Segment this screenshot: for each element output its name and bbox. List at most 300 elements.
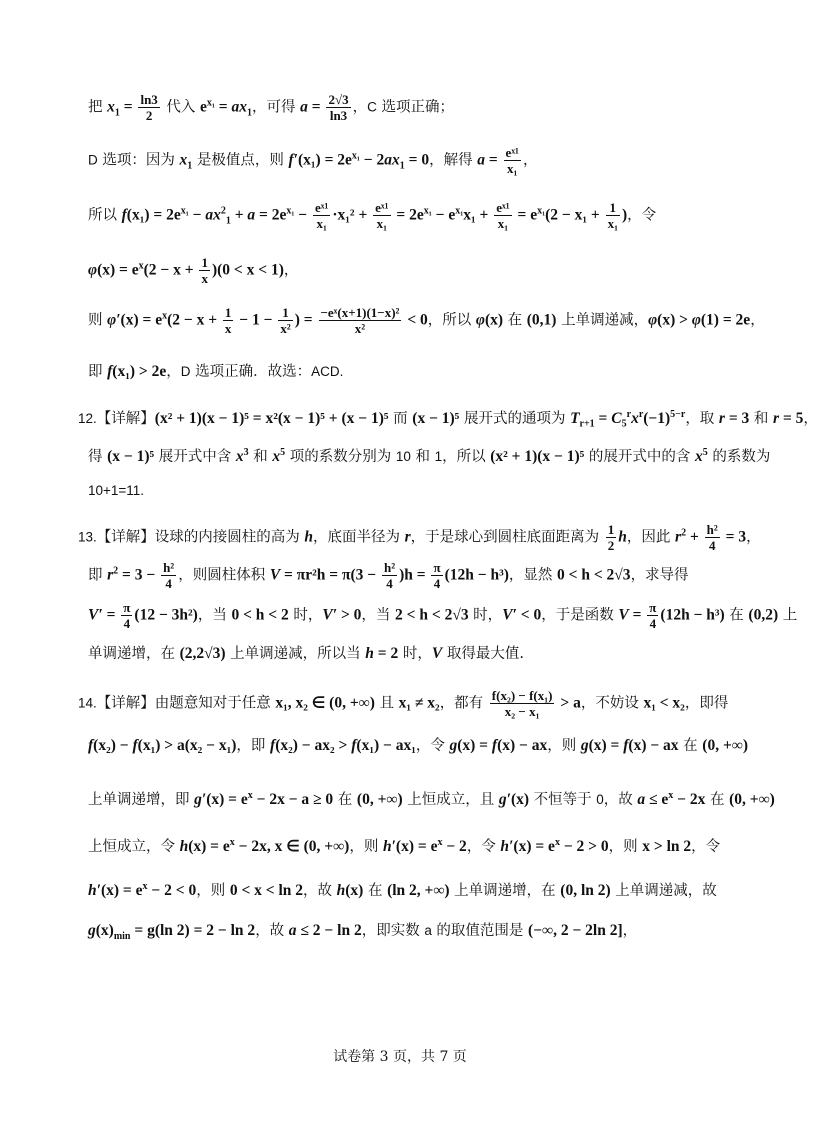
text-run: 在 [724, 607, 749, 624]
text-run: ，不妨设 [580, 695, 644, 712]
math-superscript: 2 [220, 205, 226, 217]
math-variable: h [336, 881, 346, 899]
math-expression: (0, +∞) [729, 790, 775, 808]
text-run: ， [750, 312, 765, 329]
text-run: ，取 [685, 410, 719, 427]
solution-line [88, 560, 738, 591]
math-variable: a [637, 790, 646, 808]
math-expression: (0, +∞) [356, 790, 403, 808]
math-expression: = 3 − [118, 566, 160, 584]
fraction-denominator: x₁ [497, 216, 509, 231]
text-run: ，令 [691, 838, 721, 855]
solution-line [78, 404, 818, 436]
fraction-numerator: ln3 [140, 92, 158, 107]
math-expression: (x) [95, 922, 114, 939]
math-superscript: x₁ [351, 150, 360, 162]
math-expression: x₁ < x₂ [643, 694, 685, 712]
fraction-denominator: 2 [607, 538, 615, 553]
math-expression: x₁ + [463, 206, 493, 224]
math-expression: (x) [484, 311, 504, 329]
math-expression: = 3 [724, 409, 750, 427]
math-variable: φ [475, 311, 485, 329]
text-run: 在 [678, 738, 703, 754]
math-fraction [490, 688, 555, 719]
math-subscript: min [113, 930, 131, 942]
fraction-numerator: 1 [606, 200, 620, 216]
math-expression: 0 < x < ln 2 [229, 881, 304, 899]
math-variable: r [773, 409, 780, 427]
text-run: 选项：因为 [97, 152, 180, 169]
text-run: 和 [410, 448, 435, 465]
math-expression: (ln 2, +∞) [387, 881, 450, 899]
fraction-denominator: x² [354, 321, 366, 336]
math-variable: f [351, 737, 357, 754]
math-superscript: x [142, 881, 148, 892]
math-superscript: x₁ [206, 97, 215, 109]
math-expression: − 2 > 0 [559, 837, 609, 855]
math-fraction [223, 305, 234, 336]
math-fraction [494, 200, 511, 231]
math-expression: − 2 [442, 837, 467, 855]
text-run: ，令 [627, 207, 657, 224]
math-expression: (x) = e [97, 261, 139, 279]
text-run: 取得最大值. [442, 646, 524, 662]
math-expression: (1) = 2e [700, 311, 751, 329]
text-run: 在 [363, 882, 388, 899]
math-expression: (0, ln 2) [560, 881, 611, 899]
math-expression: − 1 − [235, 311, 277, 329]
latin-text: C [367, 99, 377, 115]
text-run: 选项正确； [376, 99, 454, 116]
math-superscript: x₁ [423, 205, 432, 217]
text-run: 上单调递减，故 [610, 882, 717, 899]
math-variable: φ′ [107, 311, 121, 329]
math-variable: x [235, 447, 244, 465]
math-expression: + [686, 528, 703, 546]
text-run: ，即实数 [361, 923, 425, 939]
math-variable: h′ [88, 881, 101, 899]
text-run: 代入 [161, 99, 201, 116]
math-variable: f [121, 206, 127, 224]
math-subscript: 1 [247, 107, 252, 119]
math-expression: = 0 [404, 151, 430, 169]
math-variable: r [675, 528, 682, 546]
text-run: ，故 [303, 882, 337, 899]
fraction-denominator: x₁ [507, 161, 518, 176]
math-expression: (x) = [457, 737, 492, 754]
math-superscript: x₁ [537, 205, 546, 217]
math-fraction [278, 305, 292, 336]
math-expression: (2,2√3) [179, 645, 226, 662]
math-expression: = [628, 606, 646, 624]
text-run: ，令 [466, 838, 501, 855]
math-variable: a [288, 922, 297, 939]
text-run: ， [803, 410, 818, 427]
math-variable: r [107, 566, 114, 584]
text-run: 在 [705, 791, 730, 808]
fraction-denominator: 4 [433, 576, 441, 591]
math-expression: = [484, 151, 502, 169]
math-expression: (2 − x₁ + [545, 206, 604, 224]
text-run: ，当 [197, 607, 232, 624]
math-variable: V′ [88, 606, 103, 624]
math-expression: − [294, 206, 311, 224]
math-expression: − 2 [359, 151, 385, 169]
text-run: 和 [749, 410, 774, 427]
math-variable: ax [205, 206, 221, 224]
math-expression: )(0 < x < 1) [211, 261, 284, 279]
latin-text: a [424, 923, 432, 938]
solution-line [88, 643, 738, 665]
text-run: ， [352, 99, 368, 116]
math-variable: r [404, 528, 411, 546]
latin-text: 13. [78, 529, 97, 545]
math-variable: V′ [502, 606, 517, 624]
math-variable: g [88, 922, 96, 939]
text-run: ，令 [415, 738, 450, 754]
fraction-numerator: h² [163, 560, 175, 575]
solution-line [88, 832, 738, 858]
math-superscript: x [247, 790, 253, 801]
fraction-numerator: π [649, 600, 657, 615]
text-run: 的取值范围是 [431, 923, 529, 939]
fraction-denominator: x₂ − x₁ [504, 704, 540, 719]
math-variable: φ [691, 311, 701, 329]
math-fraction [138, 92, 159, 123]
math-expression: (−1) [643, 409, 671, 427]
math-expression: − [188, 206, 206, 224]
text-run: ， [166, 364, 181, 380]
math-variable: h′ [500, 837, 514, 855]
fraction-numerator: 1 [224, 305, 232, 320]
math-expression: (0,2) [748, 606, 779, 624]
text-run: 且 [374, 695, 399, 712]
math-fraction [382, 560, 397, 591]
math-expression: − e [431, 206, 456, 224]
math-expression: (x) = [588, 737, 624, 754]
math-superscript: x [162, 310, 168, 322]
math-expression: (x₁) > a(x₂ − x₁) [137, 737, 237, 754]
text-run: 【详解】由题意知对于任意 [96, 695, 276, 712]
text-run: 即 [88, 364, 108, 380]
math-expression: (x) > [657, 311, 692, 329]
math-expression: ≤ 2 − ln 2 [296, 922, 362, 939]
math-expression: 0 < h < 2√3 [557, 566, 631, 584]
text-run: 是极值点，则 [192, 152, 289, 169]
math-expression: = 2e [392, 206, 424, 224]
solution-line [78, 688, 738, 719]
text-run: ， [522, 152, 538, 169]
math-superscript: 5−r [670, 409, 686, 420]
math-fraction [373, 200, 390, 231]
text-run: 项的系数分别为 [285, 448, 396, 465]
math-variable: h [179, 837, 189, 855]
math-fraction [647, 600, 658, 631]
math-expression: = [119, 98, 137, 116]
math-variable: C [611, 409, 622, 427]
text-run: 时， [468, 607, 503, 624]
latin-text: 10 [395, 448, 411, 464]
solution-line [88, 600, 798, 631]
solution-line [88, 361, 738, 383]
fraction-numerator: eˣ¹ [375, 200, 389, 215]
math-expression: (x) = e [395, 837, 438, 855]
text-run: 时， [288, 607, 323, 624]
math-variable: x [107, 98, 115, 116]
fraction-denominator: ln3 [329, 108, 348, 123]
math-expression: > 0 [337, 606, 362, 624]
math-superscript: 3 [243, 447, 249, 458]
text-run: 【详解】设球的内接圆柱的高为 [96, 529, 305, 546]
math-expression: ) = [294, 311, 317, 329]
math-expression: (x − 1)⁵ [107, 447, 155, 465]
math-expression: (x² + 1)(x − 1)⁵ = x²(x − 1)⁵ + (x − 1)⁵ [154, 409, 389, 427]
text-run: 则 [88, 312, 108, 329]
math-expression: = πr²h = π(3 − [280, 566, 380, 584]
math-expression: (−∞, 2 − 2ln 2] [528, 922, 623, 939]
math-variable: ax [384, 151, 400, 169]
math-expression: ≤ e [645, 790, 669, 808]
math-variable: h [304, 528, 314, 546]
math-fraction [121, 600, 132, 631]
text-run: ， [622, 923, 638, 939]
math-expression: + [230, 206, 248, 224]
math-expression: = [214, 98, 232, 116]
math-expression: = 2e [255, 206, 287, 224]
text-run: ，即 [236, 738, 271, 754]
solution-line [88, 735, 748, 757]
latin-text: 10+1=11. [88, 483, 145, 498]
math-expression: (12 − 3h²) [134, 606, 198, 624]
fraction-denominator: 4 [649, 616, 657, 631]
math-expression: (x) = e [188, 837, 230, 855]
fraction-numerator: π [123, 600, 131, 615]
math-expression: (0,1) [526, 311, 557, 329]
text-run: ，所以 [442, 448, 491, 465]
math-variable: a [247, 206, 256, 224]
math-expression: − 2x, x ∈ (0, +∞) [234, 837, 350, 855]
text-run: 上单调递增，在 [449, 882, 561, 899]
math-expression: = g(ln 2) = 2 − ln 2 [130, 922, 256, 939]
math-variable: g′ [194, 790, 207, 808]
math-expression: < 0 [403, 311, 428, 329]
math-superscript: x₁ [455, 205, 464, 217]
text-run: ， [746, 529, 761, 546]
fraction-denominator: x₁ [316, 216, 327, 231]
math-expression: (0, +∞) [702, 737, 748, 754]
math-superscript: x [138, 260, 144, 272]
math-expression: (x) [345, 881, 364, 899]
math-expression: x₁ ≠ x₂ [398, 694, 440, 712]
math-expression: = [307, 98, 325, 116]
math-expression: x > ln 2 [642, 837, 692, 855]
text-run: ， [283, 262, 299, 279]
math-subscript: 5 [621, 418, 627, 430]
math-variable: r [718, 409, 725, 427]
fraction-numerator: h² [383, 560, 396, 575]
math-expression: < 0 [516, 606, 542, 624]
math-variable: f [623, 737, 629, 754]
solution-line [88, 785, 775, 811]
text-run: 所以 [88, 207, 122, 224]
math-variable: g′ [498, 790, 511, 808]
math-variable: ax [231, 98, 247, 116]
math-subscript: r+1 [579, 418, 595, 430]
solution-line [88, 876, 738, 902]
math-expression: (x² + 1)(x − 1)⁵ [490, 447, 585, 465]
latin-text: D [88, 152, 98, 168]
math-variable: h′ [382, 837, 396, 855]
math-variable: x [631, 409, 639, 427]
math-variable: f [88, 737, 94, 754]
math-expression: − 2 < 0 [147, 881, 197, 899]
text-run: 在 [503, 312, 527, 329]
text-run: ，所以 [427, 312, 476, 329]
text-run: ，故 [603, 791, 638, 808]
math-expression: = [594, 409, 612, 427]
text-run: 上单调递减， [556, 312, 649, 329]
fraction-denominator: 2 [145, 108, 153, 123]
text-run: ，求导得 [630, 567, 689, 584]
math-expression: (x₁) = 2e [126, 206, 181, 224]
text-run: 上恒成立，且 [402, 791, 499, 808]
math-superscript: x [554, 837, 560, 848]
latin-text: D [180, 364, 191, 379]
text-run: 上 [778, 607, 798, 624]
math-variable: V [269, 566, 281, 584]
fraction-denominator: 4 [708, 538, 716, 553]
fraction-denominator: 4 [123, 616, 131, 631]
fraction-numerator: h² [706, 522, 718, 537]
math-expression: = 3 [721, 528, 747, 546]
text-run: 展开式中含 [154, 448, 236, 465]
fraction-denominator: x [201, 271, 208, 286]
math-expression: (12h − h³) [444, 566, 509, 584]
math-expression: (x₁) − ax₁ [356, 737, 416, 754]
math-variable: h [365, 645, 374, 662]
math-variable: f [491, 737, 498, 754]
solution-line [88, 305, 765, 336]
math-variable: f′ [288, 151, 298, 169]
text-run: 把 [88, 99, 108, 116]
math-expression: (x) = e [513, 837, 555, 855]
solution-line [88, 480, 738, 502]
math-variable: V [431, 645, 443, 662]
text-run: ，于是函数 [541, 607, 619, 624]
fraction-numerator: π [433, 560, 441, 575]
math-variable: x [179, 151, 188, 169]
solution-line [88, 145, 738, 177]
text-run: 和 [248, 448, 273, 465]
math-variable: φ [648, 311, 658, 329]
text-run: 而 [388, 410, 413, 427]
math-superscript: x [668, 790, 674, 801]
text-run: 得 [88, 448, 108, 465]
fraction-denominator: x₁ [376, 216, 388, 231]
math-fraction [319, 305, 402, 336]
math-variable: φ [88, 261, 98, 279]
fraction-numerator: 1 [607, 522, 615, 537]
math-superscript: x [229, 837, 235, 848]
text-run: ，解得 [429, 152, 478, 169]
math-expression: = 5 [779, 409, 804, 427]
math-expression: (x) [510, 790, 530, 808]
text-run: 时， [398, 646, 432, 662]
math-expression: − 2x [673, 790, 706, 808]
math-fraction [606, 200, 620, 231]
math-variable: V′ [322, 606, 338, 624]
text-run: ，因此 [626, 529, 676, 546]
math-variable: x [695, 447, 703, 465]
text-run: 在 [333, 791, 357, 808]
math-fraction [431, 560, 442, 591]
text-run: 【详解】 [96, 410, 155, 427]
fraction-numerator: 2√3 [328, 92, 349, 107]
math-superscript: r [638, 409, 644, 420]
math-expression: ·x₁² + [332, 206, 372, 224]
math-expression: (x) = e [100, 881, 143, 899]
solution-line [88, 442, 771, 468]
math-expression: )h = [399, 566, 430, 584]
fraction-numerator: f(x₂) − f(x₁) [491, 688, 553, 703]
math-expression: > a [556, 694, 581, 712]
math-subscript: 1 [187, 160, 193, 172]
text-run: 的展开式中的含 [584, 448, 696, 465]
math-expression: (x) − ax [497, 737, 548, 754]
text-run: ，故 [255, 923, 289, 939]
text-run: 单调递增，在 [88, 646, 180, 662]
math-expression: (x₂) − ax₂ > [275, 737, 352, 754]
text-run: ，可得 [252, 99, 301, 116]
math-expression: (2 − x + [167, 311, 221, 329]
fraction-numerator: eˣ¹ [496, 200, 510, 215]
fraction-denominator: x [224, 321, 232, 336]
text-run: ，则 [547, 738, 581, 754]
math-variable: f [270, 737, 276, 754]
fraction-numerator: 1 [201, 255, 208, 270]
math-expression: ) [621, 206, 628, 224]
text-run: ，则 [349, 838, 383, 855]
math-superscript: 2 [113, 565, 119, 577]
math-expression: = 2 [373, 645, 399, 662]
math-superscript: x [437, 837, 443, 848]
math-variable: f [132, 737, 138, 754]
math-variable: V [618, 606, 629, 624]
latin-text: 12. [78, 410, 97, 426]
math-variable: a [300, 98, 308, 116]
math-expression: (x₁) = 2e [297, 151, 352, 169]
math-fraction [161, 560, 176, 591]
math-fraction [705, 522, 720, 553]
math-variable: T [570, 409, 580, 427]
math-expression: = [102, 606, 120, 624]
math-expression: (2 − x + [143, 261, 198, 279]
math-subscript: 1 [114, 107, 120, 119]
text-run: 上恒成立，令 [88, 838, 180, 855]
math-expression: (x − 1)⁵ [412, 409, 460, 427]
math-expression: (x₁) > 2e [112, 363, 167, 380]
math-expression: 2 < h < 2√3 [395, 606, 469, 624]
text-run: ，显然 [508, 567, 558, 584]
math-fraction [199, 255, 210, 286]
math-expression: − 2x − a ≥ 0 [252, 790, 334, 808]
solution-line [88, 920, 738, 948]
math-subscript: 1 [399, 160, 405, 172]
math-variable: h [618, 528, 627, 546]
math-expression: (x) = e [206, 790, 248, 808]
solution-line [88, 200, 738, 232]
math-expression: (x₂) − [93, 737, 133, 754]
